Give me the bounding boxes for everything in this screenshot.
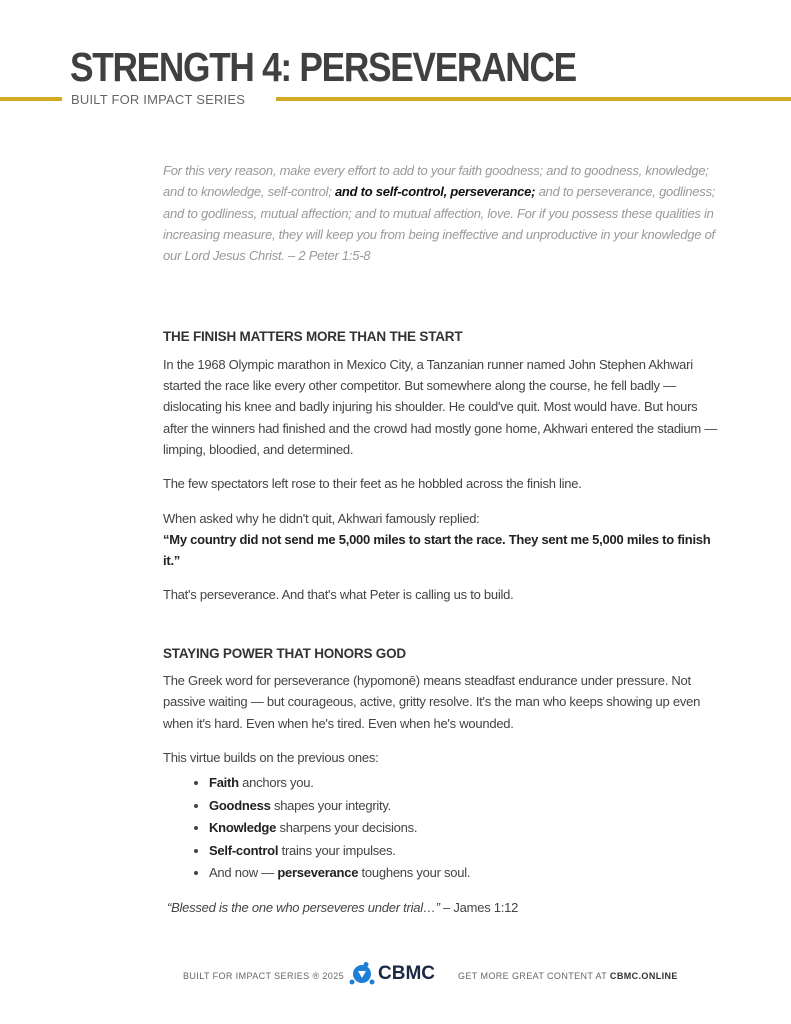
akhwari-quote: “My country did not send me 5,000 miles to start the race. They sent me 5,000 miles to finish it.” xyxy=(163,531,711,569)
page-title: STRENGTH 4: PERSEVERANCE xyxy=(70,44,576,90)
divider-right xyxy=(276,97,791,101)
cbmc-logo-icon xyxy=(349,962,375,986)
list-item: • And now — perseverance toughens your soul. xyxy=(209,862,723,885)
paragraph: That's perseverance. And that's what Peter is calling us to build. xyxy=(163,587,514,603)
list-item: • Faith anchors you. xyxy=(209,772,723,795)
scripture-quote xyxy=(163,160,723,266)
paragraph: In the 1968 Olympic marathon in Mexico City, a Tanzanian runner named John Stephen Akhwari started the race like every other competitor. But somewhere along the course, he fell badly — dislocating his knee and badly injuring his shoulder. He could've quit. Most would have. But hours after the winners had finished and the crowd had mostly gone home, Akhwari entered the stadium — limping, bloodied, and determined. xyxy=(163,356,718,457)
scripture-emphasis: and to self-control, perseverance; xyxy=(334,184,536,200)
scripture-text: For this very reason, make every effort to add to your faith goodness; and to goodness, knowledge; and to knowledge, self-control; xyxy=(163,163,709,200)
footer-copyright: BUILT FOR IMPACT SERIES ® 2025 xyxy=(183,971,345,981)
paragraph: The few spectators left rose to their feet as he hobbled across the finish line. xyxy=(163,476,582,492)
list-item: • Goodness shapes your integrity. xyxy=(209,795,723,818)
website-link[interactable]: CBMC.ONLINE xyxy=(609,971,678,981)
paragraph: The Greek word for perseverance (hypomonē) means steadfast endurance under pressure. Not passive waiting — but courageous, active, gritty resolve. It's the man who keeps showing up even when it's hard. Even when he's tired. Even when he's wounded. xyxy=(163,673,701,731)
paragraph: When asked why he didn't quit, Akhwari famously replied: xyxy=(163,510,480,526)
footer-cta: GET MORE GREAT CONTENT AT CBMC.ONLINE xyxy=(458,971,678,981)
content xyxy=(163,160,723,931)
cbmc-logo xyxy=(349,962,435,986)
list-item: • Self-control trains your impulses. xyxy=(209,840,723,863)
divider-left xyxy=(0,97,62,101)
list-item: • Knowledge sharpens your decisions. xyxy=(209,817,723,840)
section-heading: STAYING POWER THAT HONORS GOD xyxy=(163,645,406,661)
closing-quote: “Blessed is the one who perseveres under trial…” – James 1:12 xyxy=(167,899,519,915)
scripture-text: and to perseverance, godliness; and to godliness, mutual affection; and to mutual affection, love. For if you possess these qualities in increasing measure, they will keep you from being ineffective and unproductive in your knowledge of our Lord Jesus Christ. – 2 Peter 1:5-8 xyxy=(163,184,716,264)
paragraph: This virtue builds on the previous ones: xyxy=(163,749,379,765)
section-heading: THE FINISH MATTERS MORE THAN THE START xyxy=(163,329,463,345)
virtue-list xyxy=(163,772,723,885)
series-label: BUILT FOR IMPACT SERIES xyxy=(71,92,246,107)
logo-text: CBMC xyxy=(378,963,435,984)
